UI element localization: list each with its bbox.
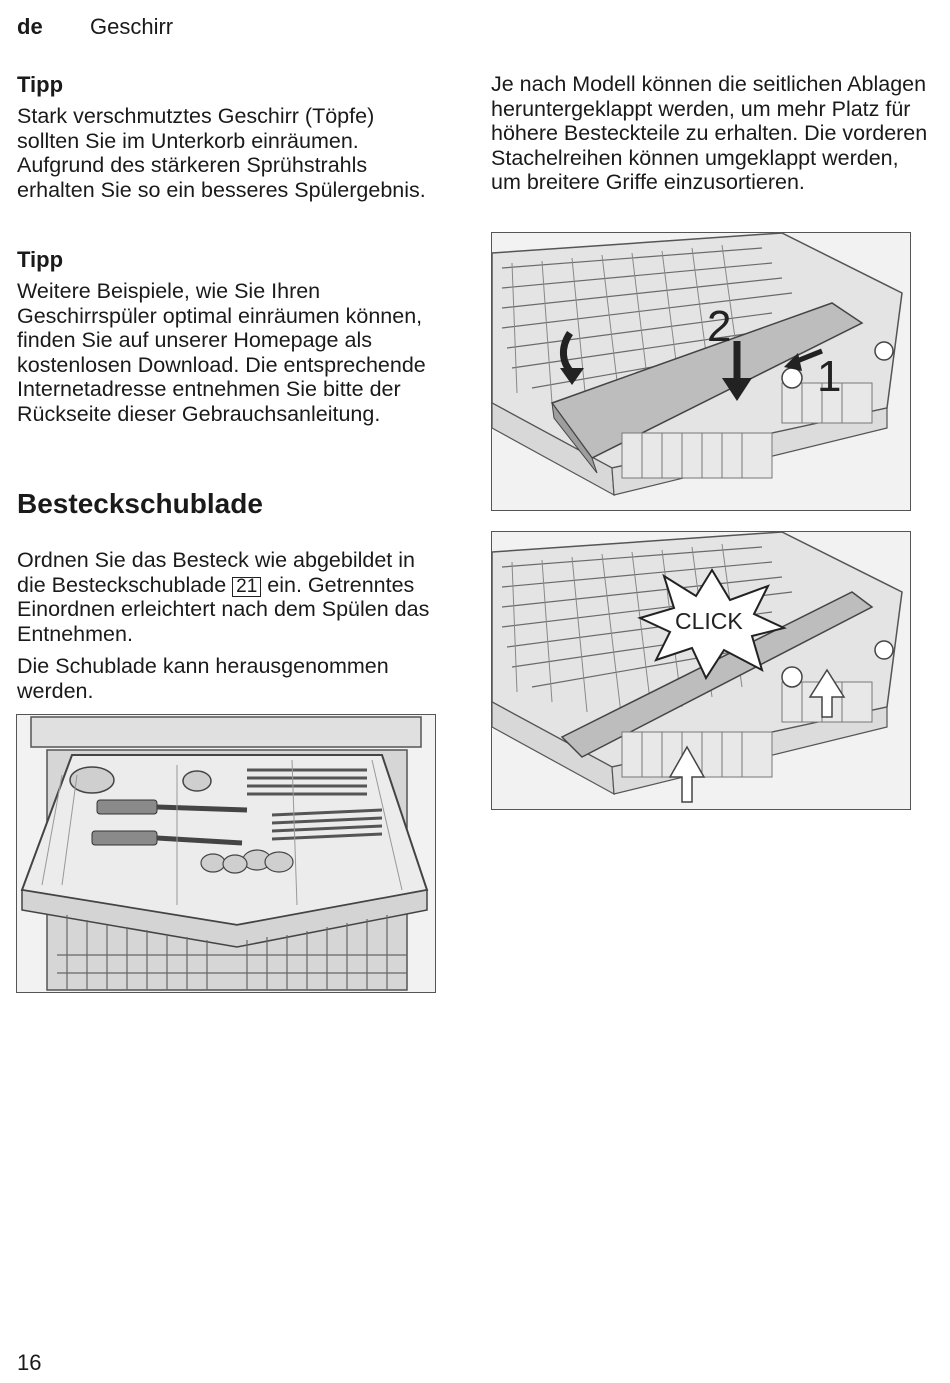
right-column-text: Je nach Modell können die seitlichen Ablagen heruntergeklappt werden, um mehr Platz für höhere Besteckteile zu erhalten. Die vorderen Stachelreihen können umgeklappt werden, um breitere Griffe einzusortieren. <box>491 72 928 195</box>
language-code: de <box>17 14 43 39</box>
section-title: Besteckschublade <box>17 488 263 519</box>
cutlery-drawer-illustration <box>17 715 435 992</box>
figure-click-in <box>491 531 911 810</box>
tip-1-text: Stark verschmutztes Geschirr (Töpfe) sollten Sie im Unterkorb einräumen. Aufgrund des stärkeren Sprühstrahls erhalten Sie so ein besseres Spülergebnis. <box>17 104 426 202</box>
click-in-illustration <box>492 532 910 809</box>
step-1-label: 1 <box>817 352 842 401</box>
paragraph-1-start: Ordnen Sie das Besteck wie abgebildet in die Besteckschublade <box>17 548 415 597</box>
tip-2-title: Tipp <box>17 247 64 272</box>
section-header: Geschirr <box>90 14 174 39</box>
section-paragraph-1 <box>17 548 447 646</box>
figure-fold-down-shelves <box>491 232 911 511</box>
tip-1-title: Tipp <box>17 72 64 97</box>
reference-number-box: 21 <box>232 577 261 597</box>
tip-2-text: Weitere Beispiele, wie Sie Ihren Geschirrspüler optimal einräumen können, finden Sie auf unserer Homepage als kostenlosen Download. Die entsprechende Internetadresse entnehmen Sie bitte der Rückseite dieser Gebrauchsanleitung. <box>17 279 426 426</box>
figure-cutlery-drawer <box>16 714 436 993</box>
click-label: CLICK <box>675 608 743 634</box>
page-number: 16 <box>17 1350 42 1375</box>
fold-down-illustration <box>492 233 910 510</box>
section-paragraph-2: Die Schublade kann herausgenommen werden. <box>17 654 389 703</box>
paragraph-1-end: ein. Getrenntes Einordnen erleichtert nach dem Spülen das Entnehmen. <box>17 572 430 646</box>
step-2-label: 2 <box>707 302 732 351</box>
